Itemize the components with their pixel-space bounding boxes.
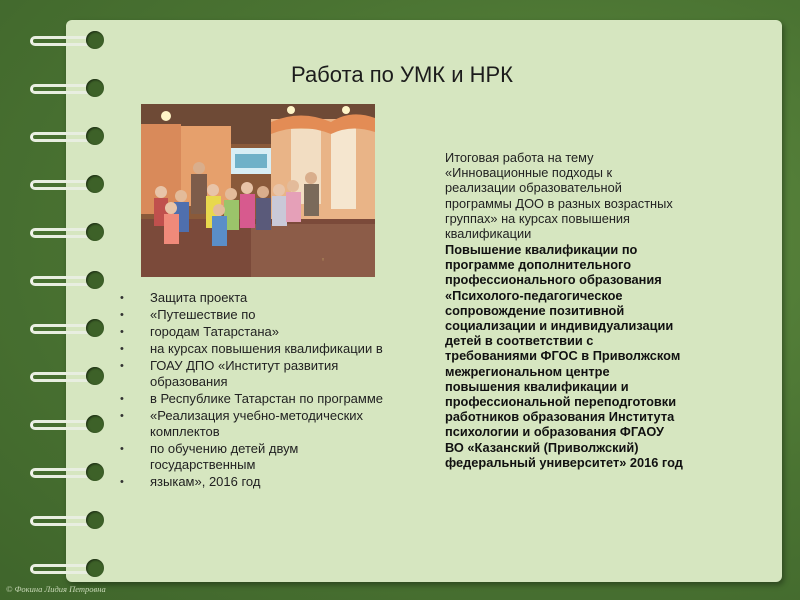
binding-ring xyxy=(30,172,105,198)
binding-ring xyxy=(30,316,105,342)
slide-title: Работа по УМК и НРК xyxy=(291,62,513,87)
author-credit: © Фокина Лидия Петровна xyxy=(6,584,106,594)
bullet-icon: • xyxy=(120,326,124,338)
binding-ring xyxy=(30,556,105,582)
list-item: • языкам», 2016 год xyxy=(120,474,261,489)
qualification-description: Повышение квалификации по программе дополнительного профессионального образования «Психолого-педагогическое сопровождение позитивной социализации и индивидуализации детей в соответствии с требованиями ФГОС в Приволжском межрегиональном центре повышения квалификации и профессиональной переподготовки работников образования Института психологии и образования ФГАОУ ВО «Казанский (Приволжский) федеральный университет» 2016 год xyxy=(445,242,683,470)
bullet-icon: • xyxy=(120,443,124,455)
list-item: • на курсах повышения квалификации в xyxy=(120,341,383,356)
bullet-icon: • xyxy=(120,292,124,304)
binding-ring xyxy=(30,412,105,438)
list-item: • «Путешествие по xyxy=(120,307,256,322)
list-item: • городам Татарстана» xyxy=(120,324,279,339)
final-work-description: Итоговая работа на тему «Инновационные подходы к реализации образовательной программы ДОО в разных возрастных группах» на курсах повышения квалификации xyxy=(445,150,673,242)
binding-ring xyxy=(30,76,105,102)
bullet-icon: • xyxy=(120,393,124,405)
bullet-icon: • xyxy=(120,476,124,488)
bullet-icon: • xyxy=(120,343,124,355)
bullet-icon: • xyxy=(120,410,124,422)
binding-ring xyxy=(30,124,105,150)
binding-ring xyxy=(30,460,105,486)
binding-ring xyxy=(30,220,105,246)
classroom-photo xyxy=(141,104,375,277)
list-item: • в Республике Татарстан по программе xyxy=(120,391,384,406)
binding-ring xyxy=(30,268,105,294)
list-item: • ГОАУ ДПО «Институт развития образования xyxy=(120,358,339,389)
binding-ring xyxy=(30,28,105,54)
list-item: • по обучению детей двум государственным xyxy=(120,441,299,472)
svg-text:◦: ◦ xyxy=(321,256,326,264)
project-bullet-list xyxy=(118,290,388,491)
list-item: • Защита проекта xyxy=(120,290,248,305)
spiral-binding xyxy=(30,28,105,573)
bullet-icon: • xyxy=(120,360,124,372)
binding-ring xyxy=(30,508,105,534)
bullet-icon: • xyxy=(120,309,124,321)
list-item: • «Реализация учебно-методических комплектов xyxy=(120,408,364,439)
binding-ring xyxy=(30,364,105,390)
